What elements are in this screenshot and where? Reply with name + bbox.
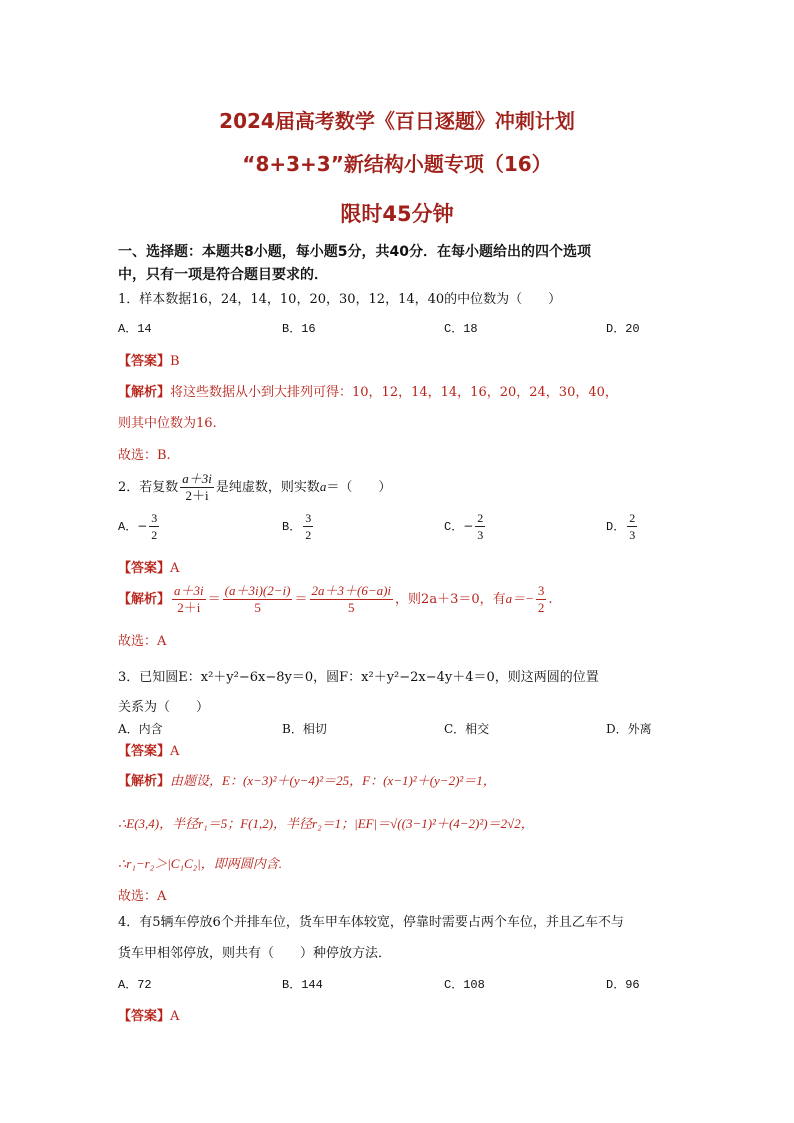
question-3-stem: 3．已知圆E：x²＋y²−6x−8y＝0，圆F：x²＋y²−2x−4y＋4＝0，则这两圆的位置 xyxy=(118,670,599,685)
analysis-label: 【解析】 xyxy=(118,592,171,607)
q1-analysis xyxy=(118,381,618,400)
answer-label: 【答案】 xyxy=(118,1009,171,1024)
q3-option-a: A．内含 xyxy=(118,722,163,736)
denominator: 2 xyxy=(537,600,545,615)
q3-answer-value: A xyxy=(170,744,180,759)
q1-option-d: D．20 xyxy=(606,322,640,336)
q2-stem-fraction xyxy=(180,471,214,504)
option-sign: − xyxy=(463,519,474,533)
q2-stem-prefix: 2．若复数 xyxy=(118,480,179,495)
q3-option-b: B．相切 xyxy=(282,722,327,736)
q3-analysis-text: 由题设，E：(x−3)²＋(y−4)²＝25，F：(x−1)²＋(y−2)²＝1， xyxy=(170,773,496,788)
option-letter: C． xyxy=(444,520,464,534)
section-heading: 一、选择题：本题共8小题，每小题5分，共40分．在每小题给出的四个选项 xyxy=(118,244,591,260)
option-letter: B． xyxy=(282,520,302,534)
q2-choice: 故选：A xyxy=(118,634,167,649)
q4-option-c: C．108 xyxy=(444,978,485,992)
section-heading-cont: 中，只有一项是符合题目要求的． xyxy=(118,267,328,283)
analysis-label: 【解析】 xyxy=(118,774,171,789)
option-fraction xyxy=(149,510,159,543)
q3-answer xyxy=(118,740,179,759)
q1-answer xyxy=(118,350,180,369)
analysis-fraction-3 xyxy=(310,583,394,616)
denominator: 3 xyxy=(477,528,484,542)
document-title: 2024届高考数学《百日逐题》冲刺计划 xyxy=(219,109,575,133)
q3-option-d: D．外离 xyxy=(606,722,652,736)
option-letter: A． xyxy=(118,520,138,534)
denominator: 3 xyxy=(629,528,636,542)
denominator: 5 xyxy=(348,600,355,615)
numerator: a＋3i xyxy=(174,583,204,598)
option-sign: − xyxy=(137,519,148,533)
analysis-fraction-2 xyxy=(223,583,293,616)
q3-choice: 故选：A xyxy=(118,889,167,904)
q1-option-c: C．18 xyxy=(444,322,478,336)
q4-answer xyxy=(118,1005,179,1024)
q3-analysis-cont-2: ∴r₁−r₂＞|C₁C₂|，即两圆内含. xyxy=(118,856,282,871)
denominator: 2＋i xyxy=(177,600,201,615)
answer-label: 【答案】 xyxy=(118,744,171,759)
numerator: 2a＋3＋(6−a)i xyxy=(311,583,392,598)
q1-choice: 故选：B. xyxy=(118,448,171,463)
q2-stem-suffix: 是纯虚数，则实数 xyxy=(215,480,320,495)
numerator: 2 xyxy=(477,511,484,525)
q2-analysis: 【解析】 $\frac{a+3i}{2+i}$ ＝ $\frac{(a+3i)(2-i)}{5}$ ＝ $\frac{2a+3+(6-a)i}{5}$ ，则2a＋3＝0，有a＝− $\frac{3}{2}$ . xyxy=(118,583,553,615)
denominator: 2＋i xyxy=(185,488,209,503)
q2-answer-value: A xyxy=(170,561,180,576)
analysis-mid: ，则2a＋3＝0，有 xyxy=(395,592,506,607)
analysis-fraction-4 xyxy=(536,583,547,616)
q3-analysis xyxy=(118,770,496,789)
numerator: 3 xyxy=(305,511,312,525)
q1-option-a: A．14 xyxy=(118,322,152,336)
analysis-var: a＝− xyxy=(505,591,534,606)
denominator: 2 xyxy=(151,528,158,542)
question-4-stem: 4．有5辆车停放6个并排车位，货车甲车体较宽，停靠时需要占两个车位，并且乙车不与 xyxy=(118,915,624,930)
analysis-fraction-1 xyxy=(172,583,206,616)
time-limit: 限时45分钟 xyxy=(340,202,454,226)
option-fraction xyxy=(627,510,637,543)
question-1-stem: 1．样本数据16，24，14，10，20，30，12，14，40的中位数为（ ） xyxy=(118,292,562,307)
numerator: 3 xyxy=(151,511,158,525)
q2-option-d xyxy=(606,510,639,543)
q4-option-b: B．144 xyxy=(282,978,323,992)
option-fraction xyxy=(475,510,485,543)
question-4-stem-cont: 货车甲相邻停放，则共有（ ）种停放方法． xyxy=(118,946,392,961)
analysis-label: 【解析】 xyxy=(118,385,171,400)
option-letter: D． xyxy=(606,520,626,534)
q1-analysis-cont: 则其中位数为16. xyxy=(118,416,217,431)
option-fraction xyxy=(303,510,313,543)
q3-analysis-cont: ∴E(3,4)，半径r₁＝5；F(1,2)，半径r₂＝1；|EF|＝√((3−1)²＋(4−2)²)＝2√2， xyxy=(118,816,534,831)
answer-label: 【答案】 xyxy=(118,561,171,576)
q2-option-c xyxy=(444,510,487,543)
q2-answer xyxy=(118,557,179,576)
q2-stem-end: ＝（ ） xyxy=(326,480,392,495)
q4-option-a: A．72 xyxy=(118,978,152,992)
answer-label: 【答案】 xyxy=(118,354,171,369)
q3-option-c: C．相交 xyxy=(444,722,490,736)
q1-analysis-text: 将这些数据从小到大排列可得：10，12，14，14，16，20，24，30，40， xyxy=(170,385,618,400)
q1-option-b: B．16 xyxy=(282,322,316,336)
numerator: 2 xyxy=(629,511,636,525)
q2-stem-var: a xyxy=(319,479,327,494)
numerator: (a＋3i)(2−i) xyxy=(224,583,291,598)
denominator: 2 xyxy=(305,528,312,542)
q1-answer-value: B xyxy=(170,354,180,369)
analysis-period: . xyxy=(548,592,553,607)
q2-option-b xyxy=(282,510,315,543)
q2-option-a xyxy=(118,510,161,543)
question-3-stem-cont: 关系为（ ） xyxy=(118,700,210,715)
q4-option-d: D．96 xyxy=(606,978,640,992)
denominator: 5 xyxy=(254,600,261,615)
question-2-stem xyxy=(118,471,391,504)
numerator: 3 xyxy=(537,583,545,598)
numerator: a＋3i xyxy=(182,471,212,486)
q4-answer-value: A xyxy=(170,1009,180,1024)
document-subtitle: “8+3+3”新结构小题专项（16） xyxy=(242,152,552,176)
